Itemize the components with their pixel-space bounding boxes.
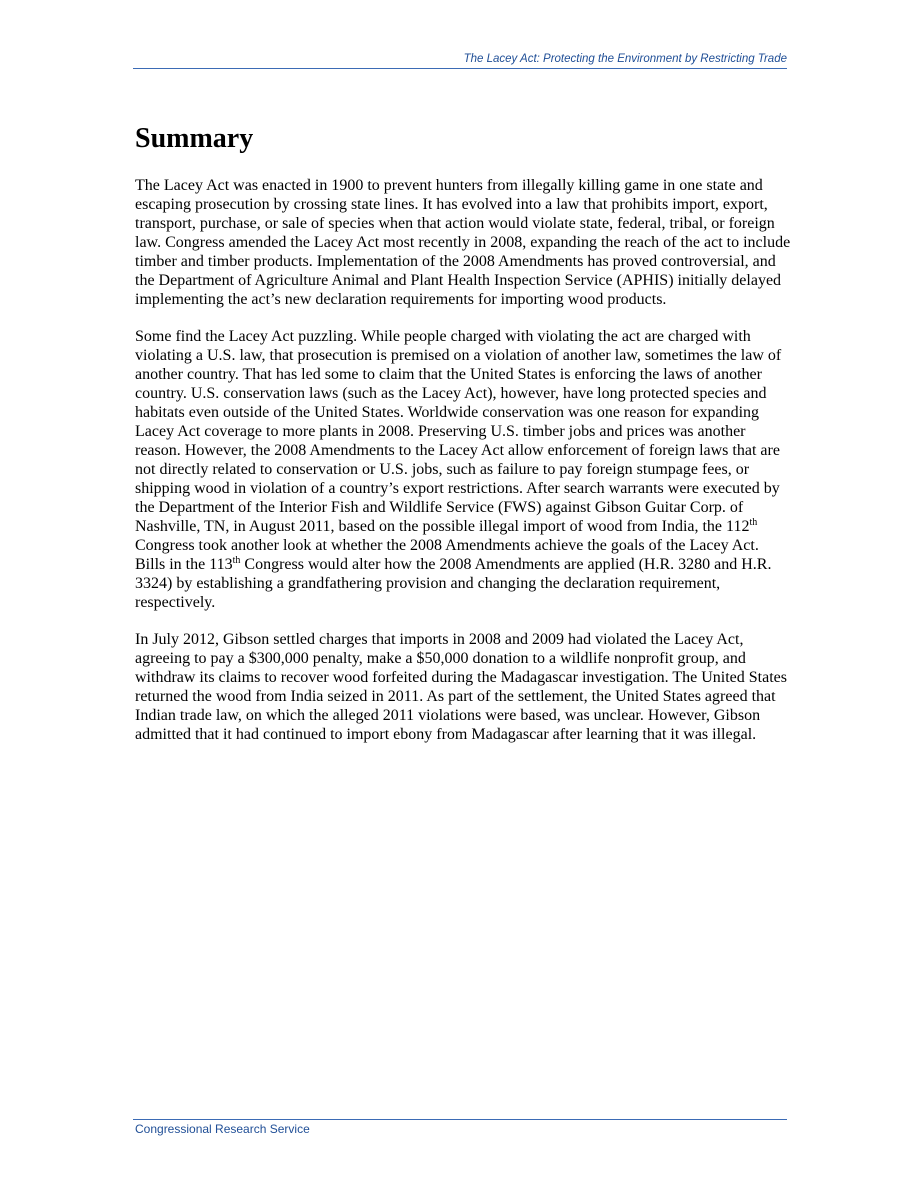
section-title: Summary <box>135 123 254 154</box>
paragraph-2-text-b: Congress took another look at whether the 2008 Amendments achieve the goals of the Lacey Act. Bills in the 113 <box>135 537 759 573</box>
footer-organization: Congressional Research Service <box>135 1122 310 1136</box>
paragraph-3: In July 2012, Gibson settled charges that imports in 2008 and 2009 had violated the Lacey Act, agreeing to pay a $300,000 penalty, make a $50,000 donation to a wildlife nonprofit group, and withdraw its claims to recover wood forfeited during the Madagascar investigation. The United States returned the wood from India seized in 2011. As part of the settlement, the United States agreed that Indian trade law, on which the alleged 2011 violations were based, was unclear. However, Gibson admitted that it had continued to import ebony from Madagascar after learning that it was illegal. <box>135 631 787 743</box>
paragraph-2-text-c: Congress would alter how the 2008 Amendments are applied (H.R. 3280 and H.R. 3324) by establishing a grandfathering provision and changing the declaration requirement, respectively. <box>135 556 772 611</box>
ordinal-suffix-113: th <box>232 555 241 566</box>
paragraph-2-text-a: Some find the Lacey Act puzzling. While people charged with violating the act are charged with violating a U.S. law, that prosecution is premised on a violation of another law, sometimes the law of another country. That has led some to claim that the United States is enforcing the laws of another country. U.S. conservation laws (such as the Lacey Act), however, have long protected species and habitats even outside of the United States. Worldwide conservation was one reason for expanding Lacey Act coverage to more plants in 2008. Preserving U.S. timber jobs and prices was another reason. However, the 2008 Amendments to the Lacey Act allow enforcement of foreign laws that are not directly related to conservation or U.S. jobs, such as failure to pay foreign stumpage fees, or shipping wood in violation of a country’s export restrictions. After search warrants were executed by the Department of the Interior Fish and Wildlife Service (FWS) against Gibson Guitar Corp. of Nashville, TN, in August 2011, based on the possible illegal import of wood from India, the 112 <box>135 328 782 535</box>
ordinal-suffix-112: th <box>749 517 758 528</box>
summary-body <box>135 176 791 762</box>
paragraph-2 <box>135 327 791 612</box>
paragraph-1: The Lacey Act was enacted in 1900 to prevent hunters from illegally killing game in one state and escaping prosecution by crossing state lines. It has evolved into a law that prohibits import, export, transport, purchase, or sale of species when that action would violate state, federal, tribal, or foreign law. Congress amended the Lacey Act most recently in 2008, expanding the reach of the act to include timber and timber products. Implementation of the 2008 Amendments has proved controversial, and the Department of Agriculture Animal and Plant Health Inspection Service (APHIS) initially delayed implementing the act’s new declaration requirements for importing wood products. <box>135 177 791 308</box>
running-header-title: The Lacey Act: Protecting the Environment by Restricting Trade <box>463 53 787 65</box>
footer-divider <box>133 1119 787 1120</box>
header-divider <box>133 68 787 69</box>
